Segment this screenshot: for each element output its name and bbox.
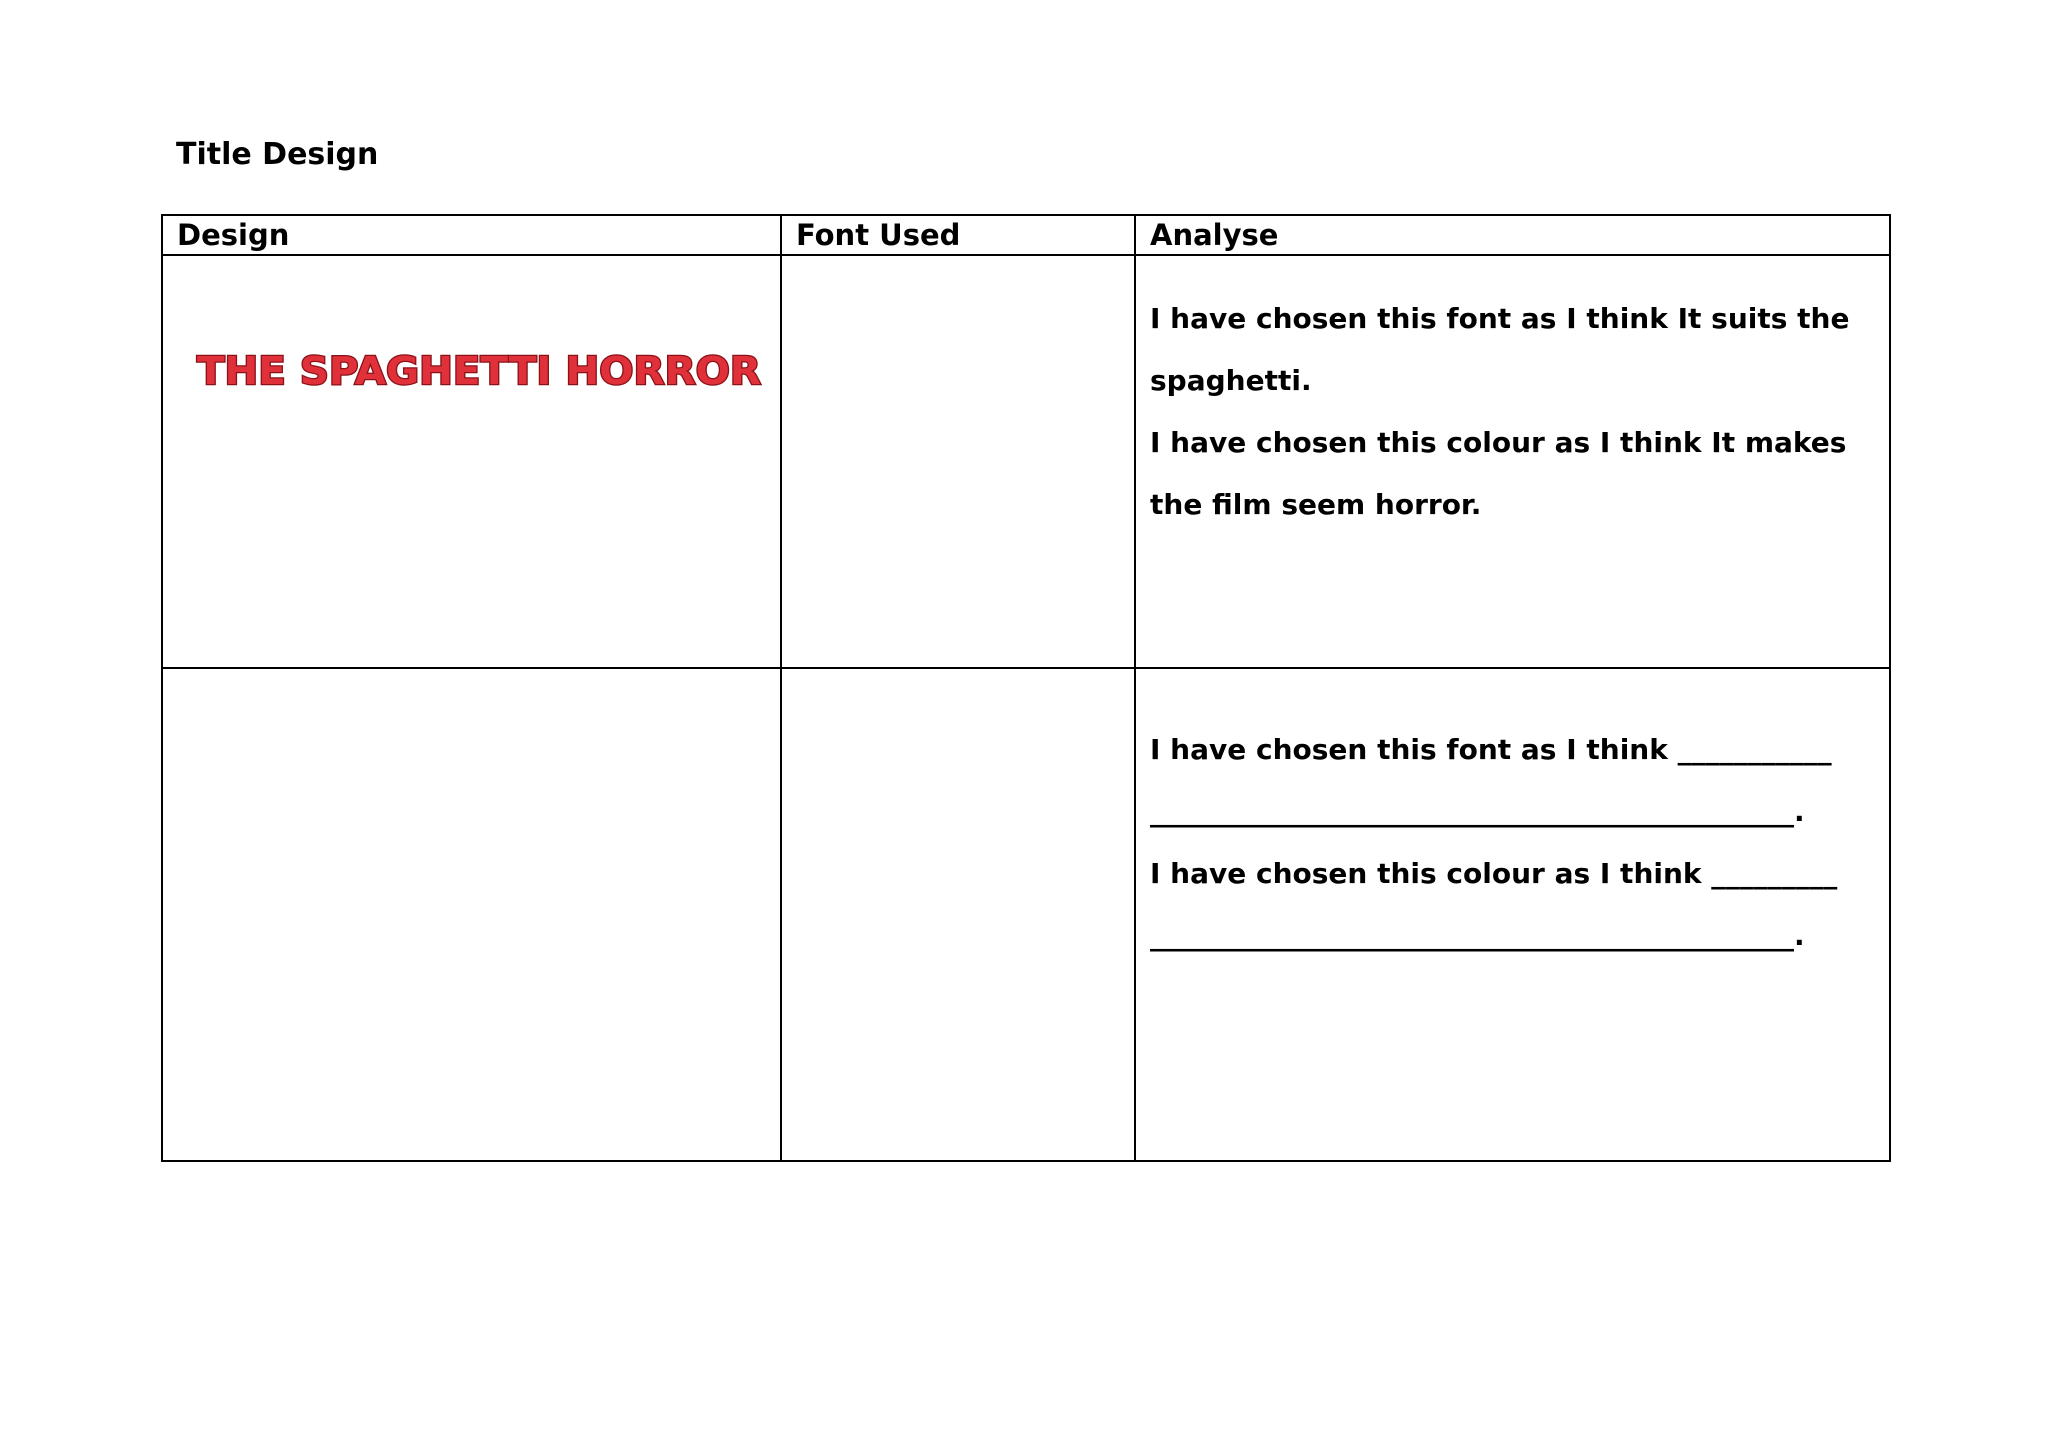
analyse-line: ______________________________________________.	[1150, 919, 1805, 952]
title-logo-text: THE SPAGHETTI HORROR	[197, 349, 761, 393]
analyse-line: spaghetti.	[1150, 364, 1312, 397]
analyse-line: ______________________________________________.	[1150, 795, 1805, 828]
font-used-cell	[781, 668, 1135, 1161]
design-cell	[162, 255, 781, 668]
table-row	[162, 668, 1890, 1161]
analyse-line: I have chosen this colour as I think _________	[1150, 857, 1838, 890]
header-font-used: Font Used	[781, 215, 1135, 255]
title-design-table	[161, 214, 1891, 1162]
analyse-line: the film seem horror.	[1150, 488, 1482, 521]
analyse-line: I have chosen this font as I think ___________	[1150, 733, 1832, 766]
table-row	[162, 255, 1890, 668]
analyse-line: I have chosen this colour as I think It makes	[1150, 426, 1847, 459]
header-analyse: Analyse	[1135, 215, 1890, 255]
title-logo-image	[195, 344, 763, 394]
analyse-cell	[1135, 668, 1890, 1161]
analyse-text	[1150, 719, 1875, 967]
table-header-row	[162, 215, 1890, 255]
font-used-cell	[781, 255, 1135, 668]
title-logo	[195, 344, 766, 394]
analyse-cell	[1135, 255, 1890, 668]
analyse-text	[1150, 288, 1875, 536]
design-cell	[162, 668, 781, 1161]
page-title: Title Design	[176, 137, 379, 172]
analyse-line: I have chosen this font as I think It suits the	[1150, 302, 1850, 335]
header-design: Design	[162, 215, 781, 255]
